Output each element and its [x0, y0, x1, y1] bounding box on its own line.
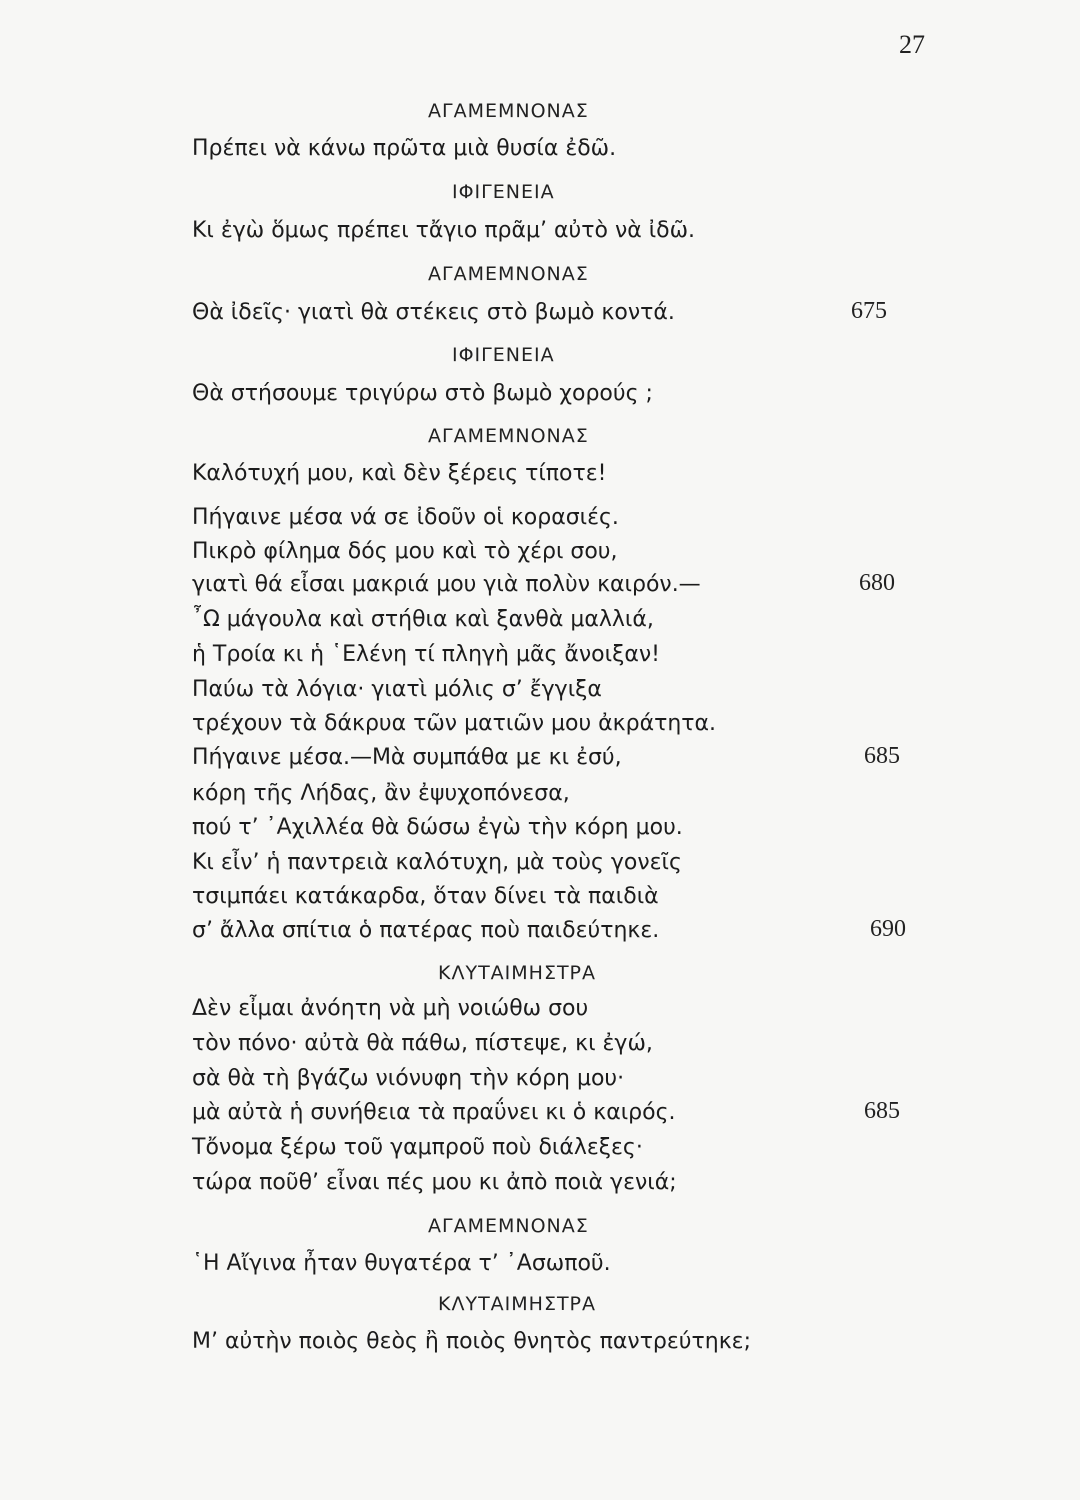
- verse-line: ῾Η Αἴγινα ἦταν θυγατέρα τ’ ᾿Ασωποῦ.: [192, 1251, 611, 1276]
- speaker-name: ΙΦΙΓΕΝΕΙΑ: [452, 344, 555, 366]
- verse-line: Θὰ στήσουμε τριγύρω στὸ βωμὸ χορούς ;: [192, 381, 653, 406]
- verse-line: Μ’ αὐτὴν ποιὸς θεὸς ἢ ποιὸς θνητὸς παντρεύτηκε;: [192, 1329, 751, 1354]
- verse-line-number: 685: [864, 743, 900, 769]
- verse-line: τρέχουν τὰ δάκρυα τῶν ματιῶν μου ἀκράτητα.: [192, 711, 717, 736]
- speaker-name: ΙΦΙΓΕΝΕΙΑ: [452, 181, 555, 203]
- speaker-name: ΑΓΑΜΕΜΝΟΝΑΣ: [428, 1215, 589, 1237]
- speaker-name: ΚΛΥΤΑΙΜΗΣΤΡΑ: [438, 962, 597, 984]
- verse-line: γιατὶ θά εἶσαι μακριά μου γιὰ πολὺν καιρόν.—: [192, 572, 701, 597]
- verse-line: Πήγαινε μέσα.—Μὰ συμπάθα με κι ἐσύ,: [192, 745, 622, 770]
- verse-line: ἡ Τροία κι ἡ ῾Ελένη τί πληγὴ μᾶς ἄνοιξαν!: [192, 642, 660, 667]
- speaker-name: ΑΓΑΜΕΜΝΟΝΑΣ: [428, 100, 589, 122]
- verse-line: Πικρὸ φίλημα δός μου καὶ τὸ χέρι σου,: [192, 539, 618, 564]
- speaker-name: ΑΓΑΜΕΜΝΟΝΑΣ: [428, 263, 589, 285]
- verse-line: Πήγαινε μέσα νά σε ἰδοῦν οἱ κορασιές.: [192, 505, 619, 530]
- verse-line: κόρη τῆς Λήδας, ἂν ἐψυχοπόνεσα,: [192, 781, 570, 806]
- verse-line: Πρέπει νὰ κάνω πρῶτα μιὰ θυσία ἐδῶ.: [192, 136, 617, 161]
- verse-line-number: 675: [851, 298, 887, 324]
- verse-line: Παύω τὰ λόγια· γιατὶ μόλις σ’ ἔγγιξα: [192, 677, 602, 702]
- verse-line: τὸν πόνο· αὐτὰ θὰ πάθω, πίστεψε, κι ἐγώ,: [192, 1031, 653, 1056]
- verse-line: τώρα ποῦθ’ εἶναι πές μου κι ἀπὸ ποιὰ γενιά;: [192, 1170, 677, 1195]
- verse-line: μὰ αὐτὰ ἡ συνήθεια τὰ πραΰνει κι ὁ καιρός.: [192, 1100, 676, 1125]
- verse-line: σὰ θὰ τὴ βγάζω νιόνυφη τὴν κόρη μου·: [192, 1066, 625, 1091]
- verse-line: τσιμπάει κατάκαρδα, ὅταν δίνει τὰ παιδιὰ: [192, 884, 659, 909]
- verse-line-number: 690: [870, 916, 906, 942]
- verse-line: Κι εἶν’ ἡ παντρειὰ καλότυχη, μὰ τοὺς γονεῖς: [192, 850, 682, 875]
- page-number: 27: [899, 30, 925, 59]
- verse-line: Κι ἐγὼ ὅμως πρέπει τἄγιο πρᾶμ’ αὐτὸ νὰ ἰδῶ.: [192, 218, 696, 243]
- speaker-name: ΚΛΥΤΑΙΜΗΣΤΡΑ: [438, 1293, 597, 1315]
- verse-line: Τὄνομα ξέρω τοῦ γαμπροῦ ποὺ διάλεξες·: [192, 1135, 643, 1160]
- verse-line: Δὲν εἶμαι ἀνόητη νὰ μὴ νοιώθω σου: [192, 996, 589, 1021]
- verse-line: ῏Ω μάγουλα καὶ στήθια καὶ ξανθὰ μαλλιά,: [192, 607, 654, 632]
- verse-line: Καλότυχή μου, καὶ δὲν ξέρεις τίποτε!: [192, 461, 607, 486]
- verse-line: Θὰ ἰδεῖς· γιατὶ θὰ στέκεις στὸ βωμὸ κοντά.: [192, 300, 675, 325]
- verse-line: πού τ’ ᾿Αχιλλέα θὰ δώσω ἐγὼ τὴν κόρη μου.: [192, 815, 683, 840]
- verse-line: σ’ ἄλλα σπίτια ὁ πατέρας ποὺ παιδεύτηκε.: [192, 918, 660, 943]
- verse-line-number: 685: [864, 1098, 900, 1124]
- speaker-name: ΑΓΑΜΕΜΝΟΝΑΣ: [428, 425, 589, 447]
- verse-line-number: 680: [859, 570, 895, 596]
